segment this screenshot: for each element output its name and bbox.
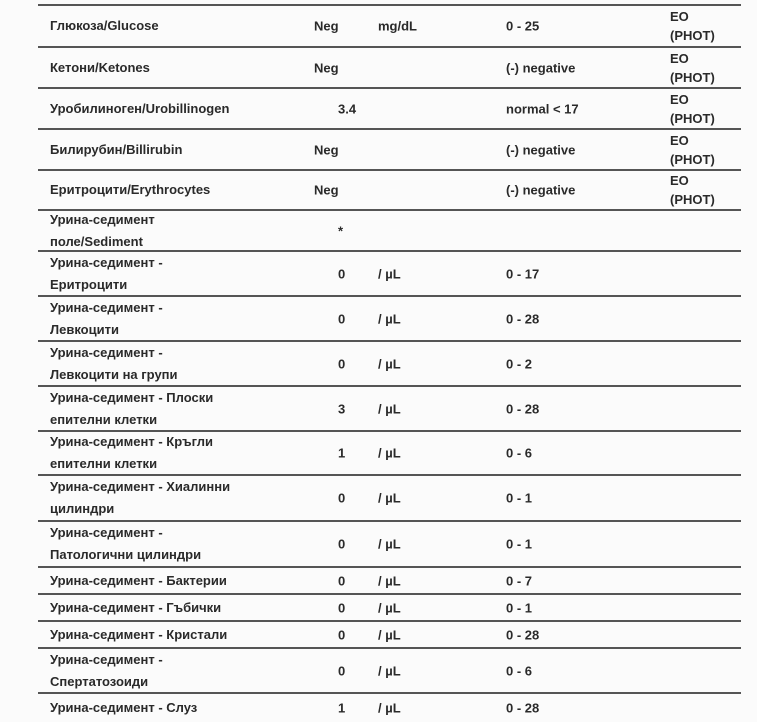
test-name <box>50 387 213 431</box>
table-row <box>38 432 741 476</box>
test-name-line: Еритроцити/Erythrocytes <box>50 182 211 197</box>
test-name-line: Урина-седимент - Хиалинни <box>50 479 231 494</box>
table-row <box>38 522 741 568</box>
table-row <box>38 89 741 130</box>
result-value: * <box>338 223 344 238</box>
test-name <box>50 624 227 646</box>
method-source-line: (PHOT) <box>670 110 715 126</box>
result-value: Neg <box>314 182 339 198</box>
method-source-line: (PHOT) <box>670 192 715 207</box>
reference-range: 0 - 1 <box>506 536 533 552</box>
method-source-line: EO <box>670 132 689 148</box>
table-row <box>38 130 741 171</box>
result-value: Neg <box>314 142 339 157</box>
test-name <box>50 57 150 79</box>
reference-range: (-) negative <box>506 60 576 75</box>
unit: / µL <box>378 356 401 371</box>
test-name-line: Урина-седимент - Кристали <box>50 626 228 642</box>
unit: / µL <box>378 536 401 552</box>
method-source-line: EO <box>670 91 689 107</box>
test-name-line: Патологични цилиндри <box>50 547 202 562</box>
test-name <box>50 98 229 120</box>
unit: / µL <box>378 600 401 615</box>
unit: / µL <box>378 266 401 281</box>
method-source-line: EO <box>670 8 689 24</box>
test-name-line: Кетони/Ketones <box>50 59 150 75</box>
result-value: 0 <box>338 536 346 552</box>
table-row <box>38 211 741 252</box>
test-name <box>50 570 227 592</box>
table-row <box>38 252 741 297</box>
reference-range: 0 - 25 <box>506 18 540 33</box>
test-name-line: Урина-седимент - <box>50 525 163 540</box>
test-name <box>50 179 210 201</box>
test-name <box>50 15 159 37</box>
method-source-line: (PHOT) <box>670 27 715 43</box>
unit: mg/dL <box>378 18 417 33</box>
table-row <box>38 568 741 595</box>
test-name-line: поле/Sediment <box>50 233 143 249</box>
reference-range: 0 - 28 <box>506 627 540 642</box>
table-row <box>38 48 741 89</box>
test-name <box>50 522 201 566</box>
unit: / µL <box>378 627 401 642</box>
reference-range: 0 - 28 <box>506 700 540 716</box>
unit: / µL <box>378 401 401 416</box>
table-row <box>38 649 741 694</box>
result-value: 1 <box>338 700 346 716</box>
table-row <box>38 694 741 722</box>
test-name-line: Уробилиноген/Urobillinogen <box>50 100 230 116</box>
test-name <box>50 431 213 475</box>
table-row <box>38 297 741 342</box>
unit: / µL <box>378 445 401 461</box>
reference-range: 0 - 28 <box>506 311 540 326</box>
test-name-line: Урина-седимент - Бактерии <box>50 572 227 588</box>
test-name-line: Левкоцити на групи <box>50 366 178 382</box>
result-value: 0 <box>338 663 346 678</box>
table-row <box>38 595 741 622</box>
reference-range: 0 - 17 <box>506 266 540 281</box>
test-name-line: Еритроцити <box>50 276 128 292</box>
table-row <box>38 387 741 432</box>
test-name <box>50 209 155 253</box>
table-row <box>38 5 741 48</box>
test-name-line: Левкоцити <box>50 321 119 337</box>
result-value: Neg <box>314 18 339 33</box>
result-value: Neg <box>314 60 339 75</box>
test-name-line: Урина-седимент - Кръгли <box>50 434 213 449</box>
method-source <box>670 171 715 209</box>
test-name-line: Спертатозоиди <box>50 673 149 689</box>
result-value: 3 <box>338 401 346 416</box>
test-name-line: Урина-седимент - <box>50 344 163 360</box>
test-name-line: Урина-седимент - Гъбички <box>50 599 222 615</box>
reference-range: 0 - 1 <box>506 600 533 615</box>
test-name-line: Урина-седимент - <box>50 651 163 667</box>
unit: / µL <box>378 311 401 326</box>
result-value: 0 <box>338 266 346 281</box>
table-row <box>38 342 741 387</box>
test-name-line: Глюкоза/Glucose <box>50 17 159 33</box>
test-name <box>50 649 163 693</box>
method-source <box>670 131 715 169</box>
table-row <box>38 622 741 649</box>
test-name-line: Урина-седимент - <box>50 299 163 315</box>
reference-range: 0 - 28 <box>506 401 540 416</box>
result-value: 1 <box>338 445 346 461</box>
test-name-line: Урина-седимент - Плоски <box>50 389 214 405</box>
method-source-line: (PHOT) <box>670 69 715 85</box>
reference-range: 0 - 6 <box>506 663 533 678</box>
result-value: 3.4 <box>338 101 357 116</box>
reference-range: 0 - 6 <box>506 445 533 461</box>
method-source-line: EO <box>670 50 689 66</box>
test-name-line: епителни клетки <box>50 456 158 471</box>
test-name <box>50 297 163 341</box>
test-name-line: Урина-седимент - Слуз <box>50 700 198 715</box>
test-name <box>50 597 221 619</box>
reference-range: (-) negative <box>506 182 576 198</box>
result-value: 0 <box>338 600 346 615</box>
method-source <box>670 90 715 128</box>
reference-range: normal < 17 <box>506 101 579 116</box>
test-name <box>50 342 178 386</box>
method-source-line: (PHOT) <box>670 151 715 167</box>
test-name <box>50 252 163 296</box>
test-name-line: епителни клетки <box>50 411 158 427</box>
table-row <box>38 171 741 211</box>
reference-range: 0 - 2 <box>506 356 533 371</box>
method-source <box>670 7 715 45</box>
test-name-line: Билирубин/Billirubin <box>50 141 183 157</box>
unit: / µL <box>378 700 401 716</box>
method-source-line: EO <box>670 173 689 188</box>
method-source <box>670 49 715 87</box>
reference-range: 0 - 7 <box>506 573 533 588</box>
result-value: 0 <box>338 311 346 326</box>
result-value: 0 <box>338 490 346 506</box>
result-value: 0 <box>338 627 346 642</box>
unit: / µL <box>378 573 401 588</box>
unit: / µL <box>378 490 401 506</box>
result-value: 0 <box>338 356 346 371</box>
test-name-line: цилиндри <box>50 501 115 516</box>
unit: / µL <box>378 663 401 678</box>
reference-range: (-) negative <box>506 142 576 157</box>
test-name <box>50 697 197 719</box>
test-name <box>50 139 182 161</box>
result-value: 0 <box>338 573 346 588</box>
test-name-line: Урина-седимент <box>50 211 155 227</box>
reference-range: 0 - 1 <box>506 490 533 506</box>
test-name-line: Урина-седимент - <box>50 254 163 270</box>
test-name <box>50 476 230 520</box>
table-row <box>38 476 741 522</box>
